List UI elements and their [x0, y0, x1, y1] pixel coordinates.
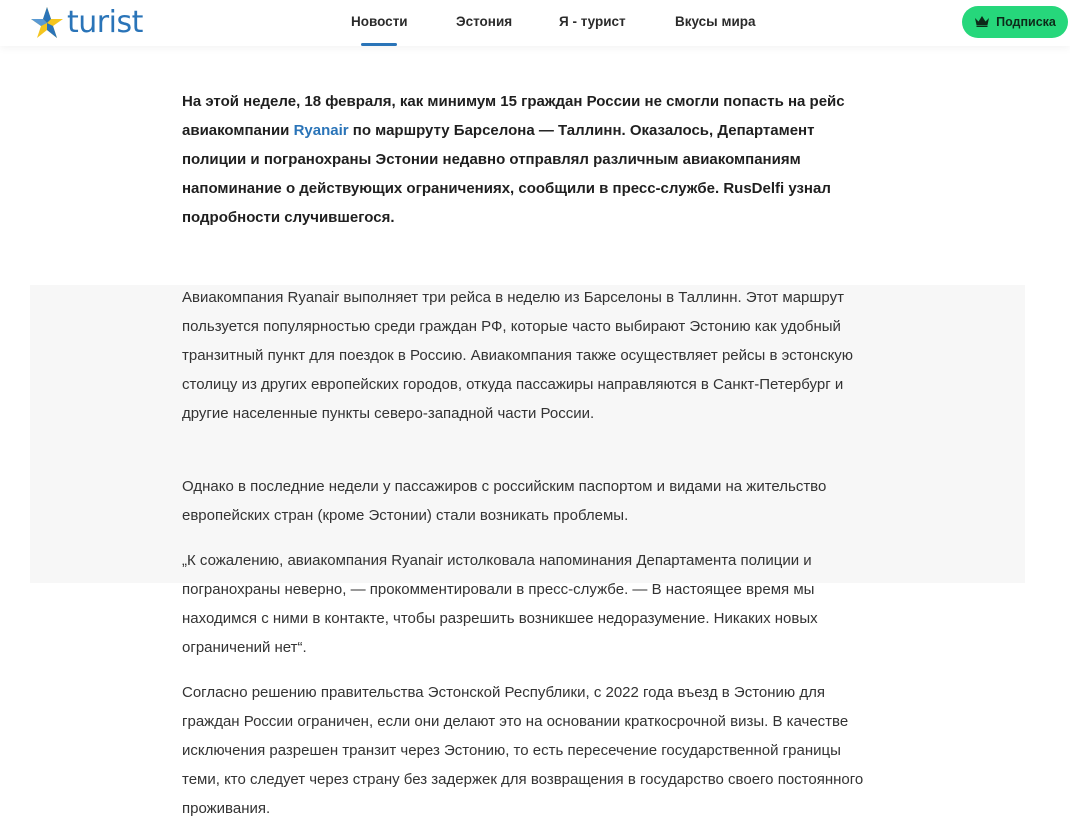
nav-item-news[interactable]: Новости: [351, 0, 408, 46]
crown-icon: [974, 15, 990, 30]
article-paragraph: Авиакомпания Ryanair выполняет три рейса в неделю из Барселоны в Таллинн. Этот маршрут пользуется популярностью среди граждан РФ, которые часто выбирают Эстонию как удобный транзитный пункт для поездок в Россию. Авиакомпания также осуществляет рейсы в эстонскую столицу из других европейских городов, откуда пассажиры направляются в Санкт-Петербург и другие населенные пункты северо-западной части России.: [182, 289, 854, 422]
subscribe-label: Подписка: [996, 15, 1056, 29]
article-lead: [182, 87, 872, 232]
subscribe-button[interactable]: [962, 6, 1068, 38]
nav-item-estonia[interactable]: Эстония: [456, 14, 513, 29]
nav-item-world-tastes[interactable]: Вкусы мира: [675, 14, 756, 29]
logo-text: turist: [67, 5, 143, 40]
site-header: [0, 0, 1070, 46]
ryanair-link[interactable]: Ryanair: [293, 122, 349, 139]
nav-item-i-am-tourist[interactable]: Я - турист: [559, 14, 626, 29]
article-paragraph: „К сожалению, авиакомпания Ryanair истолковала напоминания Департамента полиции и погранохраны неверно, — прокомментировали в пресс-службе. — В настоящее время мы находимся с ними в контакте, чтобы разрешить возникшее недоразумение. Никаких новых ограничений нет“.: [182, 552, 818, 656]
site-logo[interactable]: [30, 4, 143, 42]
article-paragraph: Однако в последние недели у пассажиров с российским паспортом и видами на жительство европейских стран (кроме Эстонии) стали возникать проблемы.: [182, 478, 827, 524]
article-body: [182, 87, 872, 817]
article-paragraph: Согласно решению правительства Эстонской Республики, с 2022 года въезд в Эстонию для граждан России ограничен, если они делают это на основании краткосрочной визы. В качестве исключения разрешен транзит через Эстонию, то есть пересечение государственной границы теми, кто следует через страну без задержек для возвращения в государство своего постоянного проживания.: [182, 684, 864, 817]
lead-text-end: по маршруту Барселона — Таллинн. Оказалось, Департамент полиции и погранохраны Эстонии недавно отправлял различным авиакомпаниям напоминание о действующих ограничениях, сообщили в пресс-службе. RusDelfi узнал подробности случившегося.: [182, 122, 831, 226]
lead-text-start: На этой неделе, 18 февраля, как минимум 15 граждан России не смогли попасть на рейс авиакомпании: [182, 93, 845, 139]
star-logo-icon: [30, 6, 64, 40]
